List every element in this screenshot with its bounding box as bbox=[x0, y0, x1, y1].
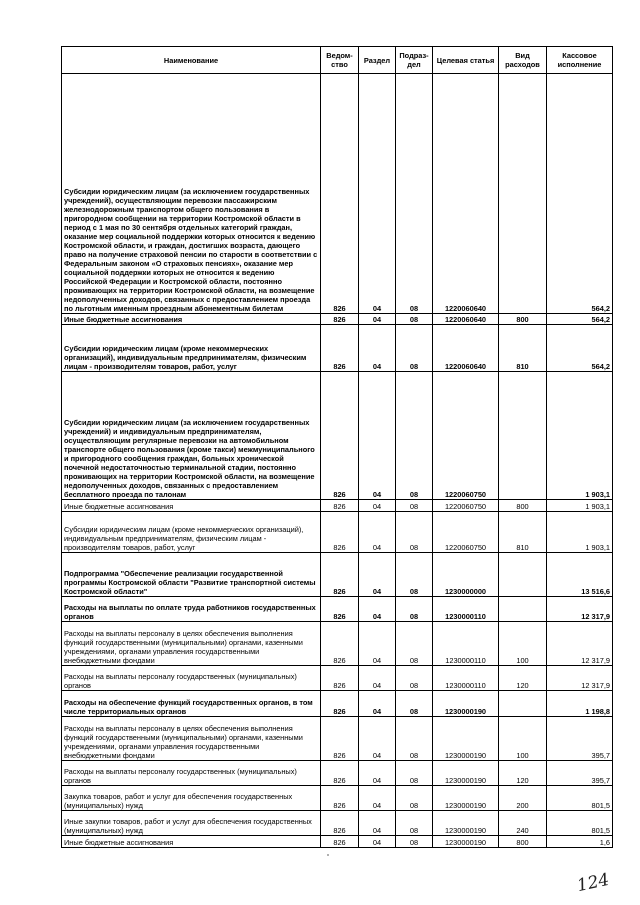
table-row bbox=[62, 622, 613, 666]
row-dept: 826 bbox=[321, 666, 359, 691]
row-section: 04 bbox=[359, 761, 396, 786]
row-dept: 826 bbox=[321, 761, 359, 786]
row-section: 04 bbox=[359, 372, 396, 500]
handwritten-page-number: 124 bbox=[575, 869, 612, 897]
row-name: Закупка товаров, работ и услуг для обеспечения государственных (муниципальных) нужд bbox=[62, 786, 321, 811]
header-subsection: Подраз-дел bbox=[396, 47, 433, 74]
table-row bbox=[62, 512, 613, 553]
row-name: Субсидии юридическим лицам (кроме некоммерческих организаций), индивидуальным предпринимателям, физическим лицам - производителям товаров, работ, услуг bbox=[62, 325, 321, 372]
header-name: Наименование bbox=[62, 47, 321, 74]
row-cash: 564,2 bbox=[547, 74, 613, 314]
row-cash: 395,7 bbox=[547, 717, 613, 761]
row-target: 1220060640 bbox=[433, 314, 499, 325]
row-type bbox=[499, 372, 547, 500]
row-cash: 12 317,9 bbox=[547, 622, 613, 666]
row-cash: 395,7 bbox=[547, 761, 613, 786]
row-type: 120 bbox=[499, 666, 547, 691]
table-header-row bbox=[62, 47, 613, 74]
row-name: Подпрограмма "Обеспечение реализации государственной программы Костромской области "Развитие транспортной системы Костромской области" bbox=[62, 553, 321, 597]
row-dept: 826 bbox=[321, 314, 359, 325]
row-target: 1230000190 bbox=[433, 786, 499, 811]
row-section: 04 bbox=[359, 500, 396, 512]
row-type bbox=[499, 553, 547, 597]
row-section: 04 bbox=[359, 325, 396, 372]
row-name: Иные бюджетные ассигнования bbox=[62, 314, 321, 325]
row-type bbox=[499, 691, 547, 717]
row-type bbox=[499, 74, 547, 314]
table-row bbox=[62, 836, 613, 848]
row-name: Субсидии юридическим лицам (за исключением государственных учреждений) и индивидуальным предпринимателям, осуществляющим регулярные перевозки на автомобильном транспорте общего пользования (кроме такси) межмуниципального и пригородного сообщения граждан, больных хронической почечной недостаточностью терминальной стадии, постоянно проживающих на территории Костромской области, на возмещение недополученных доходов, связанных с предоставлением бесплатного проезда по талонам bbox=[62, 372, 321, 500]
row-subsection: 08 bbox=[396, 717, 433, 761]
row-section: 04 bbox=[359, 786, 396, 811]
row-target: 1230000110 bbox=[433, 666, 499, 691]
row-dept: 826 bbox=[321, 597, 359, 622]
table-row bbox=[62, 717, 613, 761]
row-type: 240 bbox=[499, 811, 547, 836]
row-target: 1220060750 bbox=[433, 512, 499, 553]
header-section: Раздел bbox=[359, 47, 396, 74]
row-cash: 13 516,6 bbox=[547, 553, 613, 597]
row-cash: 564,2 bbox=[547, 325, 613, 372]
row-section: 04 bbox=[359, 597, 396, 622]
row-dept: 826 bbox=[321, 512, 359, 553]
table-row bbox=[62, 811, 613, 836]
row-cash: 564,2 bbox=[547, 314, 613, 325]
row-type: 800 bbox=[499, 314, 547, 325]
row-type: 120 bbox=[499, 761, 547, 786]
row-type: 200 bbox=[499, 786, 547, 811]
row-dept: 826 bbox=[321, 622, 359, 666]
row-subsection: 08 bbox=[396, 691, 433, 717]
header-dept: Ведом-ство bbox=[321, 47, 359, 74]
row-subsection: 08 bbox=[396, 597, 433, 622]
row-target: 1230000190 bbox=[433, 811, 499, 836]
row-cash: 12 317,9 bbox=[547, 597, 613, 622]
row-subsection: 08 bbox=[396, 836, 433, 848]
row-dept: 826 bbox=[321, 372, 359, 500]
row-section: 04 bbox=[359, 74, 396, 314]
row-name: Иные бюджетные ассигнования bbox=[62, 836, 321, 848]
row-section: 04 bbox=[359, 512, 396, 553]
row-target: 1230000000 bbox=[433, 553, 499, 597]
row-subsection: 08 bbox=[396, 666, 433, 691]
header-cash: Кассовое исполнение bbox=[547, 47, 613, 74]
header-target: Целевая статья bbox=[433, 47, 499, 74]
table-row bbox=[62, 786, 613, 811]
row-subsection: 08 bbox=[396, 74, 433, 314]
row-target: 1220060640 bbox=[433, 74, 499, 314]
row-type: 800 bbox=[499, 836, 547, 848]
row-dept: 826 bbox=[321, 811, 359, 836]
row-subsection: 08 bbox=[396, 325, 433, 372]
row-subsection: 08 bbox=[396, 314, 433, 325]
row-target: 1220060750 bbox=[433, 500, 499, 512]
scan-speck bbox=[327, 854, 329, 856]
row-section: 04 bbox=[359, 811, 396, 836]
row-name: Субсидии юридическим лицам (кроме некоммерческих организаций), индивидуальным предпринимателям, физическим лицам - производителям товаров, работ, услуг bbox=[62, 512, 321, 553]
row-cash: 801,5 bbox=[547, 811, 613, 836]
table-row bbox=[62, 500, 613, 512]
table-row bbox=[62, 372, 613, 500]
row-subsection: 08 bbox=[396, 512, 433, 553]
row-target: 1230000190 bbox=[433, 836, 499, 848]
row-subsection: 08 bbox=[396, 786, 433, 811]
table-row bbox=[62, 666, 613, 691]
row-name: Расходы на выплаты персоналу государственных (муниципальных) органов bbox=[62, 761, 321, 786]
row-target: 1230000190 bbox=[433, 717, 499, 761]
row-target: 1230000110 bbox=[433, 622, 499, 666]
row-type: 810 bbox=[499, 325, 547, 372]
row-name: Расходы на выплаты по оплате труда работников государственных органов bbox=[62, 597, 321, 622]
row-dept: 826 bbox=[321, 836, 359, 848]
row-section: 04 bbox=[359, 666, 396, 691]
row-subsection: 08 bbox=[396, 761, 433, 786]
row-cash: 12 317,9 bbox=[547, 666, 613, 691]
table-row bbox=[62, 74, 613, 314]
table-row bbox=[62, 691, 613, 717]
row-subsection: 08 bbox=[396, 372, 433, 500]
row-cash: 1,6 bbox=[547, 836, 613, 848]
row-section: 04 bbox=[359, 622, 396, 666]
row-name: Иные закупки товаров, работ и услуг для обеспечения государственных (муниципальных) нужд bbox=[62, 811, 321, 836]
row-section: 04 bbox=[359, 314, 396, 325]
row-dept: 826 bbox=[321, 717, 359, 761]
table-row bbox=[62, 325, 613, 372]
row-name: Расходы на выплаты персоналу в целях обеспечения выполнения функций государственными (муниципальными) органами, казенными учреждениями, органами управления государственными внебюджетными фондами bbox=[62, 717, 321, 761]
row-target: 1230000190 bbox=[433, 761, 499, 786]
row-dept: 826 bbox=[321, 500, 359, 512]
row-subsection: 08 bbox=[396, 622, 433, 666]
row-subsection: 08 bbox=[396, 553, 433, 597]
budget-table bbox=[61, 46, 613, 848]
row-cash: 1 198,8 bbox=[547, 691, 613, 717]
row-cash: 1 903,1 bbox=[547, 500, 613, 512]
row-type bbox=[499, 597, 547, 622]
row-dept: 826 bbox=[321, 74, 359, 314]
row-subsection: 08 bbox=[396, 500, 433, 512]
row-name: Расходы на выплаты персоналу государственных (муниципальных) органов bbox=[62, 666, 321, 691]
row-target: 1230000190 bbox=[433, 691, 499, 717]
row-type: 100 bbox=[499, 622, 547, 666]
row-type: 810 bbox=[499, 512, 547, 553]
table-row bbox=[62, 597, 613, 622]
row-cash: 1 903,1 bbox=[547, 512, 613, 553]
row-name: Расходы на обеспечение функций государственных органов, в том числе территориальных органов bbox=[62, 691, 321, 717]
table-row bbox=[62, 314, 613, 325]
row-dept: 826 bbox=[321, 691, 359, 717]
row-section: 04 bbox=[359, 691, 396, 717]
row-section: 04 bbox=[359, 717, 396, 761]
row-dept: 826 bbox=[321, 553, 359, 597]
row-target: 1230000110 bbox=[433, 597, 499, 622]
row-target: 1220060750 bbox=[433, 372, 499, 500]
row-name: Субсидии юридическим лицам (за исключением государственных учреждений), осуществляющим перевозки пассажирским железнодорожным транспортом общего пользования в пригородном сообщении на территории Костромской области в период с 1 мая по 30 сентября отдельных категорий граждан, оказание мер социальной поддержки которых относится к ведению Костромской области, и граждан, достигших возраста, дающего право на получение страховой пенсии по старости в соответствии с Федеральным законом «О страховых пенсиях», оказание мер социальной поддержки которых не относится к ведению Российской Федерации и Костромской области, постоянно проживающих на территории Костромской области, на возмещение недополученных доходов, связанных с предоставлением проезда по льготным именным проездным абонементным билетам bbox=[62, 74, 321, 314]
table-row bbox=[62, 761, 613, 786]
header-type: Вид расходов bbox=[499, 47, 547, 74]
table-row bbox=[62, 553, 613, 597]
row-target: 1220060640 bbox=[433, 325, 499, 372]
row-subsection: 08 bbox=[396, 811, 433, 836]
row-cash: 1 903,1 bbox=[547, 372, 613, 500]
row-section: 04 bbox=[359, 836, 396, 848]
row-type: 100 bbox=[499, 717, 547, 761]
row-section: 04 bbox=[359, 553, 396, 597]
row-name: Расходы на выплаты персоналу в целях обеспечения выполнения функций государственными (муниципальными) органами, казенными учреждениями, органами управления государственными внебюджетными фондами bbox=[62, 622, 321, 666]
row-dept: 826 bbox=[321, 325, 359, 372]
row-name: Иные бюджетные ассигнования bbox=[62, 500, 321, 512]
row-cash: 801,5 bbox=[547, 786, 613, 811]
row-dept: 826 bbox=[321, 786, 359, 811]
row-type: 800 bbox=[499, 500, 547, 512]
